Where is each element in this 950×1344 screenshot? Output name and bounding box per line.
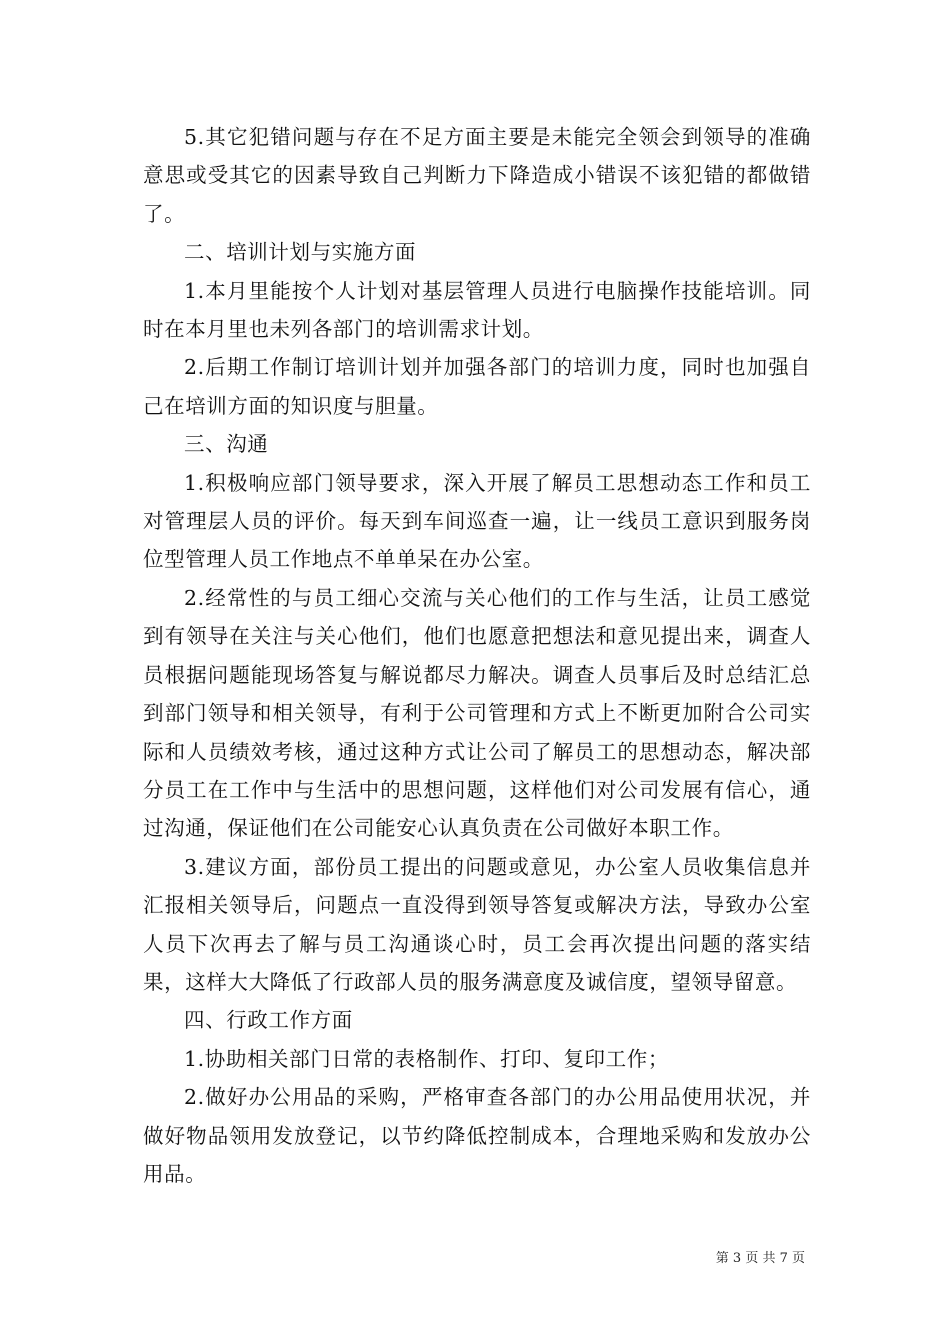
- paragraph-admin-2: 2.做好办公用品的采购，严格审查各部门的办公用品使用状况，并做好物品领用发放登记，以节约降低控制成本，合理地采购和发放办公用品。: [143, 1085, 811, 1186]
- paragraph-admin-1: 1.协助相关部门日常的表格制作、打印、复印工作；: [184, 1046, 669, 1071]
- document-body: [143, 118, 811, 1193]
- section-heading-communication: 三、沟通: [184, 432, 269, 457]
- section-heading-training: 二、培训计划与实施方面: [184, 240, 417, 265]
- paragraph-communication-1: 1.积极响应部门领导要求，深入开展了解员工思想动态工作和员工对管理层人员的评价。每天到车间巡查一遍，让一线员工意识到服务岗位型管理人员工作地点不单单呆在办公室。: [143, 470, 811, 572]
- paragraph-communication-3: 3.建议方面，部份员工提出的问题或意见，办公室人员收集信息并汇报相关领导后，问题点一直没得到领导答复或解决方法，导致办公室人员下次再去了解与员工沟通谈心时，员工会再次提出问题的落实结果，这样大大降低了行政部人员的服务满意度及诚信度，望领导留意。: [143, 854, 811, 994]
- paragraph-communication-2: 2.经常性的与员工细心交流与关心他们的工作与生活，让员工感觉到有领导在关注与关心他们，他们也愿意把想法和意见提出来，调查人员根据问题能现场答复与解说都尽力解决。调查人员事后及时总结汇总到部门领导和相关领导，有利于公司管理和方式上不断更加附合公司实际和人员绩效考核，通过这种方式让公司了解员工的思想动态，解决部分员工在工作中与生活中的思想问题，这样他们对公司发展有信心，通过沟通，保证他们在公司能安心认真负责在公司做好本职工作。: [143, 585, 811, 841]
- section-heading-admin-work: 四、行政工作方面: [184, 1008, 353, 1033]
- paragraph-training-2: 2.后期工作制订培训计划并加强各部门的培训力度，同时也加强自己在培训方面的知识度与胆量。: [143, 355, 811, 418]
- page-number-footer: 第 3 页 共 7 页: [715, 1251, 805, 1266]
- paragraph-5-mistakes: 5.其它犯错问题与存在不足方面主要是未能完全领会到领导的准确意思或受其它的因素导致自己判断力下降造成小错误不该犯错的都做错了。: [143, 125, 811, 226]
- paragraph-training-1: 1.本月里能按个人计划对基层管理人员进行电脑操作技能培训。同时在本月里也未列各部门的培训需求计划。: [143, 278, 811, 342]
